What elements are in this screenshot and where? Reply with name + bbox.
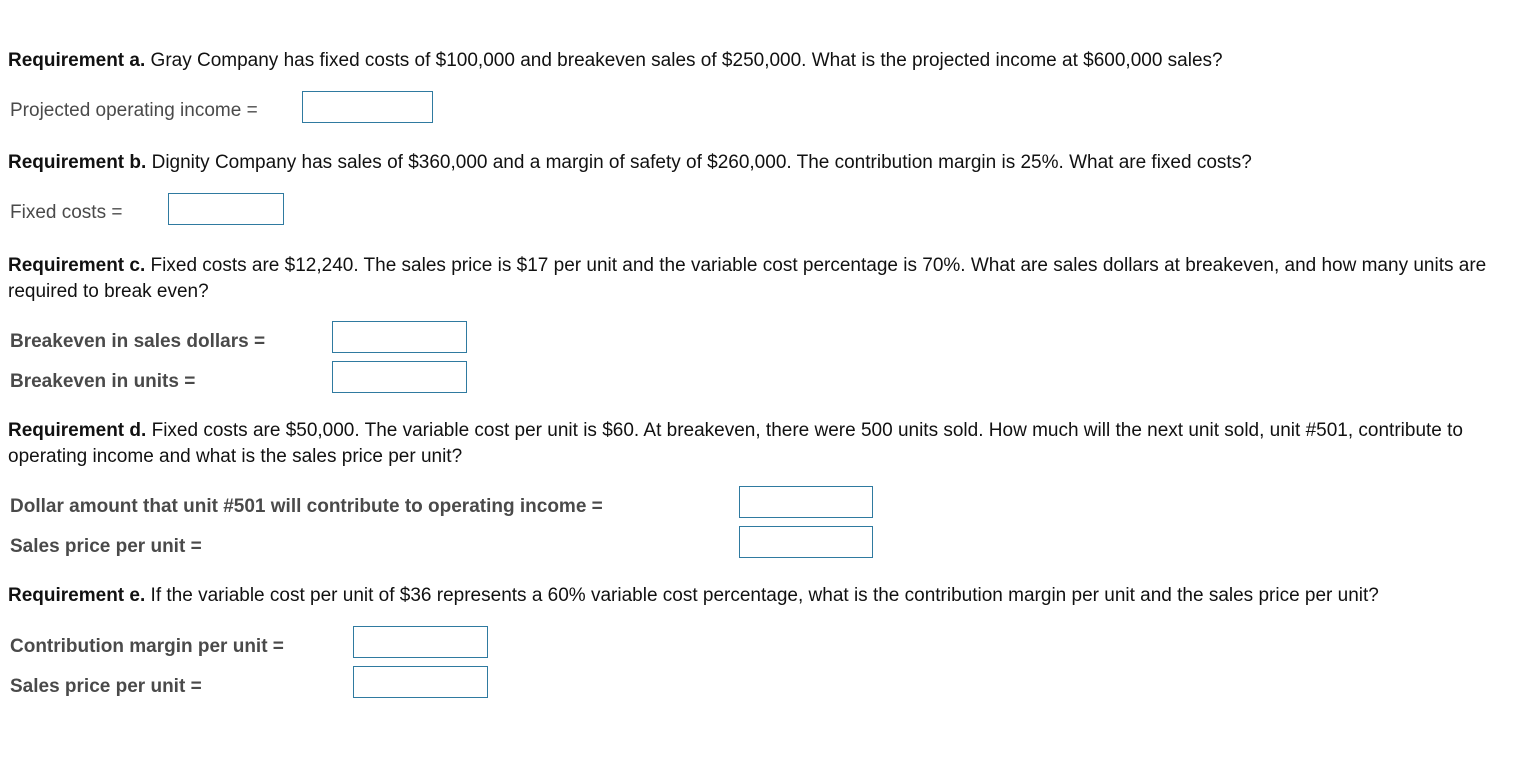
fixed-costs-label: Fixed costs = bbox=[10, 202, 123, 223]
sales-price-per-unit-d-input[interactable] bbox=[739, 526, 873, 558]
breakeven-sales-dollars-label: Breakeven in sales dollars = bbox=[10, 331, 266, 352]
unit-501-contribution-input[interactable] bbox=[739, 486, 873, 518]
projected-operating-income-label: Projected operating income = bbox=[10, 100, 258, 121]
requirement-b-question: Dignity Company has sales of $360,000 and a margin of safety of $260,000. The contribution margin is 25%. What are fixed costs? bbox=[146, 152, 1252, 173]
sales-price-per-unit-e-input[interactable] bbox=[353, 666, 488, 698]
requirement-e-text bbox=[8, 583, 1523, 609]
requirement-e-label: Requirement e. bbox=[8, 585, 146, 606]
sales-price-per-unit-d-label: Sales price per unit = bbox=[10, 536, 202, 557]
sales-price-per-unit-e-label: Sales price per unit = bbox=[10, 676, 202, 697]
requirement-a-text bbox=[8, 48, 1523, 74]
contribution-margin-per-unit-label: Contribution margin per unit = bbox=[10, 636, 284, 657]
requirement-b-label: Requirement b. bbox=[8, 152, 147, 173]
breakeven-units-input[interactable] bbox=[332, 361, 467, 393]
requirement-c-text bbox=[8, 253, 1523, 305]
breakeven-sales-dollars-input[interactable] bbox=[332, 321, 467, 353]
unit-501-contribution-label: Dollar amount that unit #501 will contribute to operating income = bbox=[10, 496, 603, 517]
requirement-a-label: Requirement a. bbox=[8, 50, 146, 71]
breakeven-units-label: Breakeven in units = bbox=[10, 371, 196, 392]
requirement-d-label: Requirement d. bbox=[8, 420, 147, 441]
requirement-b-text bbox=[8, 150, 1523, 176]
contribution-margin-per-unit-input[interactable] bbox=[353, 626, 488, 658]
requirement-c-label: Requirement c. bbox=[8, 255, 146, 276]
projected-operating-income-input[interactable] bbox=[302, 91, 433, 123]
requirement-c-question: Fixed costs are $12,240. The sales price is $17 per unit and the variable cost percentage is 70%. What are sales dollars at breakeven, and how many units are required to break even? bbox=[8, 255, 1487, 302]
requirement-e-question: If the variable cost per unit of $36 represents a 60% variable cost percentage, what is the contribution margin per unit and the sales price per unit? bbox=[145, 585, 1379, 606]
requirement-d-question: Fixed costs are $50,000. The variable cost per unit is $60. At breakeven, there were 500 units sold. How much will the next unit sold, unit #501, contribute to operating income and what is the sales price per unit? bbox=[8, 420, 1463, 467]
fixed-costs-input[interactable] bbox=[168, 193, 284, 225]
requirement-d-text bbox=[8, 418, 1523, 470]
requirement-a-question: Gray Company has fixed costs of $100,000 and breakeven sales of $250,000. What is the projected income at $600,000 sales? bbox=[145, 50, 1223, 71]
